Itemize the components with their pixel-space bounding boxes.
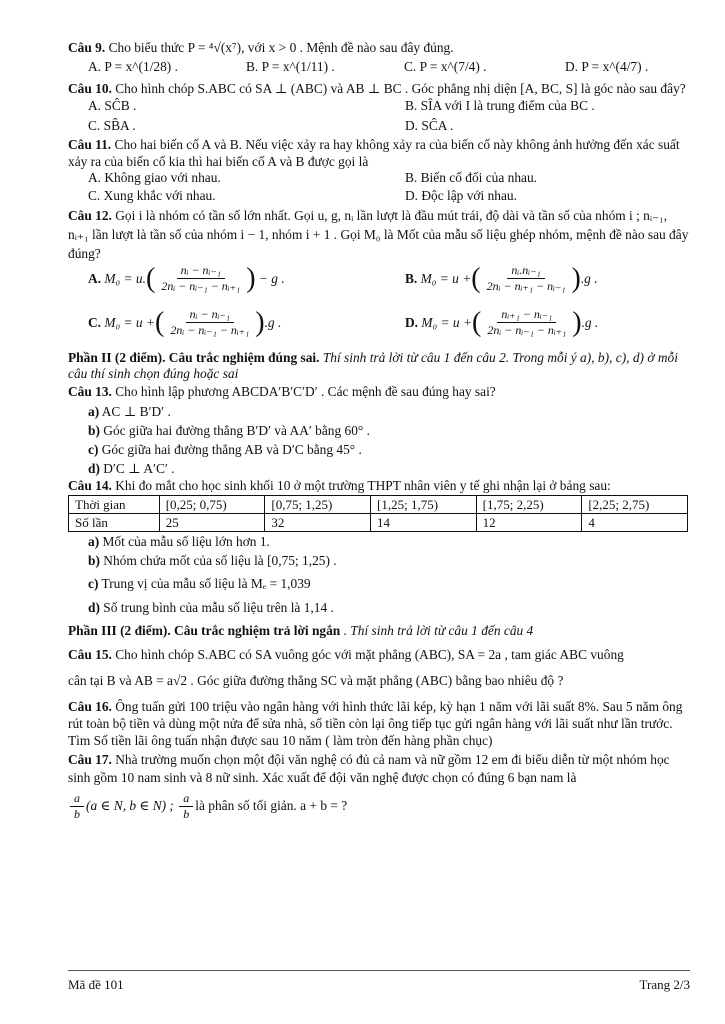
option-letter: D. [405, 314, 419, 330]
table-cell: 32 [265, 514, 371, 532]
paren-close: ) [255, 306, 265, 338]
q9-option-a[interactable]: A. P = x^(1/28) . [88, 59, 178, 74]
item-text: Góc giữa hai đường thẳng B′D′ và AA′ bằng 60° . [99, 423, 370, 438]
numerator: nᵢ − nᵢ₋₁ [186, 307, 234, 323]
q10-option-c[interactable]: C. SB̂A . [88, 118, 136, 133]
condition: (a ∈ N, b ∈ N) ; [86, 798, 174, 813]
question-label: Câu 10. [68, 81, 112, 96]
q11-option-c[interactable]: C. Xung khắc với nhau. [88, 188, 216, 203]
denominator: 2nᵢ − nᵢ₋₁ − nᵢ₊₁ [161, 279, 241, 293]
question-text: Cho hai biến cố A và B. Nếu việc xảy ra hay không xảy ra của biến cố này không ảnh hưởng đến xác suất xảy ra của biến cố kia thì hai biến cố A và B được gọi là [68, 137, 680, 169]
table-cell: [1,25; 1,75) [371, 496, 477, 514]
formula-rhs: .g . [581, 314, 599, 330]
question-label: Câu 13. [68, 384, 112, 399]
table-cell: [0,75; 1,25) [265, 496, 371, 514]
part-title: Phần II (2 điểm). Câu trắc nghiệm đúng sai. [68, 350, 320, 365]
question-14 [68, 478, 690, 494]
q13-item-c[interactable] [68, 440, 690, 459]
question-text: Cho biểu thức P = ⁴√(x⁷), với x > 0 . Mệnh đề nào sau đây đúng. [105, 40, 454, 55]
q14-item-c[interactable] [68, 572, 690, 596]
question-9 [68, 38, 690, 57]
question-12 [68, 206, 690, 263]
exam-code: Mã đề 101 [68, 977, 124, 992]
page-footer [68, 970, 690, 992]
question-text: Cho hình chóp S.ABC có SA ⊥ (ABC) và AB ⊥ BC . Góc phẳng nhị diện [A, BC, S] là góc nào sau đây? [111, 81, 686, 96]
question-label: Câu 14. [68, 478, 112, 493]
formula-lhs: M₀ = u + [420, 270, 472, 286]
item-text: Nhóm chứa mốt của số liệu là [0,75; 1,25) . [99, 553, 337, 568]
item-key: a) [88, 534, 100, 549]
table-cell: [1,75; 2,25) [476, 496, 582, 514]
part-title: Phần III (2 điểm). Câu trắc nghiệm trả lời ngắn [68, 623, 341, 638]
denominator: 2nᵢ − nᵢ₋₁ − nᵢ₊₁ [487, 323, 567, 337]
item-key: b) [88, 553, 100, 568]
question-text-line-1: Cho hình chóp S.ABC có SA vuông góc với mặt phẳng (ABC), SA = 2a , tam giác ABC vuông [111, 647, 624, 662]
table-cell: [0,25; 0,75) [159, 496, 265, 514]
item-text: D′C ⊥ A′C′ . [99, 461, 175, 476]
fraction-a-b [179, 791, 193, 822]
paren-close: ) [572, 306, 582, 338]
q12-option-b[interactable] [405, 263, 598, 294]
part-instruction: Thí sinh trả lời từ câu 1 đến câu 2. Trong mỗi ý a), b), c), d) ở mỗi câu thí sinh chọn đúng hoặc sai [68, 350, 678, 381]
item-key: b) [88, 423, 100, 438]
part-instruction: . Thí sinh trả lời từ câu 1 đến câu 4 [340, 623, 534, 638]
table-cell: 25 [159, 514, 265, 532]
q13-item-b[interactable] [68, 421, 690, 440]
numerator: a [70, 791, 84, 807]
paren-open: ( [471, 262, 481, 294]
q12-option-c[interactable] [88, 307, 281, 338]
exam-page [68, 38, 690, 825]
q12-option-a[interactable] [88, 263, 285, 294]
item-text: AC ⊥ B′D′ . [99, 404, 171, 419]
question-tail: là phân số tối giản. a + b = ? [195, 798, 348, 813]
numerator: nᵢ₊₁ − nᵢ₋₁ [497, 307, 556, 323]
q12-options-row2 [68, 307, 690, 347]
table-cell: Số lần [69, 514, 160, 532]
paren-open: ( [155, 306, 165, 338]
item-text: Góc giữa hai đường thẳng AB và D′C bằng 45° . [98, 442, 362, 457]
fraction-a-b [70, 791, 84, 822]
q9-option-d[interactable]: D. P = x^(4/7) . [565, 59, 649, 74]
table-cell: 12 [476, 514, 582, 532]
question-16 [68, 698, 690, 749]
item-key: c) [88, 442, 99, 457]
frequency-table [68, 495, 688, 532]
option-letter: B. [405, 270, 418, 286]
item-text: Trung vị của mẫu số liệu là Mₑ = 1,039 [98, 576, 311, 591]
q11-option-a[interactable]: A. Không giao với nhau. [88, 170, 221, 185]
question-text-line-2: cân tại B và AB = a√2 . Góc giữa đường thẳng SC và mặt phẳng (ABC) bằng bao nhiêu độ ? [68, 673, 564, 688]
question-text: Nhà trường muốn chọn một đội văn nghệ có đủ cả nam và nữ gồm 12 em đi biểu diễn từ một nhóm học sinh gồm 10 nam sinh và 8 nữ sinh. Xác xuất để đội văn nghệ được chọn có đúng 6 bạn nam là [68, 752, 670, 785]
q14-item-b[interactable] [68, 550, 690, 572]
option-letter: A. [88, 270, 102, 286]
denominator: b [183, 806, 190, 821]
q9-option-b[interactable]: B. P = x^(1/11) . [246, 59, 335, 74]
q10-options-row1 [68, 98, 690, 116]
q9-option-c[interactable]: C. P = x^(7/4) . [404, 59, 487, 74]
question-label: Câu 17. [68, 752, 112, 767]
question-label: Câu 11. [68, 137, 112, 152]
q10-option-a[interactable]: A. SĈB . [88, 98, 137, 113]
item-key: d) [88, 461, 100, 476]
question-17-cont [68, 787, 690, 825]
q11-option-b[interactable]: B. Biến cố đối của nhau. [405, 170, 538, 185]
question-label: Câu 12. [68, 208, 112, 223]
q13-item-d[interactable] [68, 459, 690, 478]
table-cell: 4 [582, 514, 688, 532]
question-label: Câu 9. [68, 40, 106, 55]
q13-item-a[interactable] [68, 402, 690, 421]
q10-options-row2 [68, 116, 690, 136]
question-11 [68, 136, 690, 170]
numerator: nᵢ − nᵢ₋₁ [177, 263, 225, 279]
denominator: b [74, 806, 80, 821]
table-cell: 14 [371, 514, 477, 532]
paren-open: ( [472, 306, 482, 338]
formula-rhs: .g . [264, 314, 282, 330]
denominator: 2nᵢ − nᵢ₊₁ − nᵢ₋₁ [486, 279, 566, 293]
question-label: Câu 16. [68, 699, 112, 714]
question-text: Gọi i là nhóm có tần số lớn nhất. Gọi u, g, nᵢ lần lượt là đầu mút trái, độ dài và tần số của nhóm i ; nᵢ₋₁, nᵢ₊₁ lần lượt là tần số của nhóm i − 1, nhóm i + 1 . Gọi M₀ là Mốt của mẫu số liệu ghép nhóm, mệnh đề nào sau đây đúng? [68, 208, 689, 261]
table-cell: Thời gian [69, 496, 160, 514]
numerator: a [179, 791, 193, 807]
paren-close: ) [246, 262, 256, 294]
fraction [157, 263, 244, 294]
item-text: Mốt của mẫu số liệu lớn hơn 1. [99, 534, 270, 549]
question-text: Khi đo mắt cho học sinh khối 10 ở một trường THPT nhân viên y tế ghi nhận lại ở bảng sau: [111, 478, 611, 493]
item-text: Số trung bình của mẫu số liệu trên là 1,14 . [99, 600, 334, 615]
q10-option-b[interactable]: B. SÎA với I là trung điểm của BC . [405, 98, 595, 113]
denominator: 2nᵢ − nᵢ₋₁ − nᵢ₊₁ [170, 323, 250, 337]
q11-option-d[interactable]: D. Độc lập với nhau. [405, 188, 517, 203]
fraction [166, 307, 253, 338]
formula-lhs: M₀ = u + [421, 314, 473, 330]
formula-lhs: M₀ = u. [104, 270, 146, 286]
formula-rhs: − g . [258, 270, 285, 286]
question-15 [68, 642, 690, 668]
q11-options-row1 [68, 170, 690, 188]
table-cell: [2,25; 2,75) [582, 496, 688, 514]
q12-options-row1 [68, 263, 690, 303]
paren-open: ( [145, 262, 156, 294]
table-row [69, 496, 688, 514]
question-label: Câu 15. [68, 647, 112, 662]
q10-option-d[interactable]: D. SĈA . [405, 118, 454, 133]
q14-item-a[interactable] [68, 533, 690, 550]
item-key: a) [88, 404, 100, 419]
question-15-cont [68, 668, 690, 694]
question-10 [68, 79, 690, 98]
q9-options [68, 57, 690, 79]
item-key: d) [88, 600, 100, 615]
q14-item-d[interactable] [68, 596, 690, 620]
table-row [69, 514, 688, 532]
option-letter: C. [88, 314, 102, 330]
question-13 [68, 382, 690, 402]
part-3-heading [68, 620, 690, 642]
formula-rhs: .g . [580, 270, 598, 286]
item-key: c) [88, 576, 99, 591]
question-17 [68, 751, 690, 787]
paren-close: ) [571, 262, 581, 294]
numerator: nᵢ.nᵢ₋₁ [507, 263, 544, 279]
fraction [483, 307, 570, 338]
question-text: Ông tuấn gửi 100 triệu vào ngân hàng với hình thức lãi kép, kỳ hạn 1 năm với lãi suất 8%. Sau 5 năm ông rút toàn bộ tiền và dùng một nửa để sửa nhà, số tiền còn lại ông tiếp tục gửi ngân hàng với lãi suất như lần trước. Tìm Số tiền lãi ông tuấn nhận được sau 10 năm ( làm tròn đến hàng phần chục) [68, 699, 683, 748]
page-number: Trang 2/3 [639, 977, 690, 992]
question-text: Cho hình lập phương ABCDA′B′C′D′ . Các mệnh đề sau đúng hay sai? [111, 384, 496, 399]
formula-lhs: M₀ = u + [104, 314, 156, 330]
q11-options-row2 [68, 188, 690, 206]
fraction [483, 263, 570, 294]
q12-option-d[interactable] [405, 307, 598, 338]
part-2-heading [68, 350, 690, 382]
